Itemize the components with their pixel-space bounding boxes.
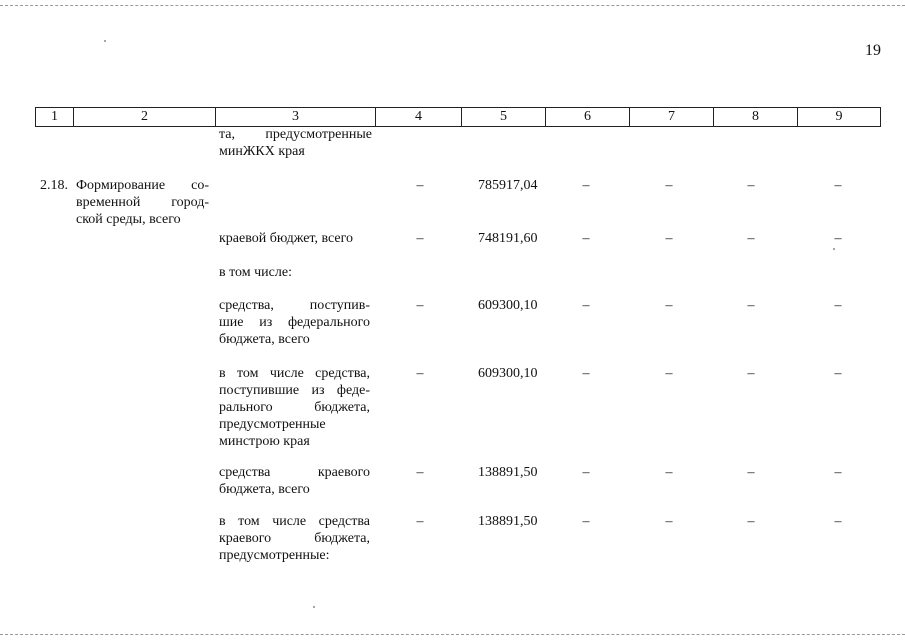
subrow-col-9: – [834,465,842,480]
total-col-5: 785917,04 [478,178,538,193]
subrow-col-4: – [416,298,424,313]
subrow-col-4: – [416,231,424,246]
subrow-col-7: – [665,465,673,480]
header-col-9: 9 [835,109,843,124]
header-col-3: 3 [216,108,376,126]
row-number: 2.18. [40,178,68,193]
scan-border-bottom [0,634,905,635]
row-name-line: временной город- [76,195,209,210]
subrow-col-7: – [665,514,673,529]
subrow-col-6: – [582,465,590,480]
subrow-col-9: – [834,298,842,313]
subrow-label-line: в том числе: [219,265,292,280]
header-col-5: 5 [462,108,546,126]
subrow-col-4: – [416,514,424,529]
subrow-label [219,365,370,450]
subrow-label-line: средства, поступив- [219,298,370,313]
subrow-label-line: краевого бюджета, [219,531,370,546]
continued-text-line: та, предусмотренные [219,127,372,142]
subrow-label [219,297,370,348]
row-name [76,177,209,228]
scan-speck [833,248,835,250]
subrow-col-9: – [834,231,842,246]
subrow-label-line: шие из федерального [219,315,370,330]
total-col-7: – [665,178,673,193]
subrow-col-9: – [834,514,842,529]
scan-speck [104,40,106,42]
subrow-col-5: 748191,60 [478,231,538,246]
subrow-col-6: – [582,514,590,529]
subrow-label [219,513,370,564]
subrow-col-7: – [665,366,673,381]
page-number: 19 [865,42,881,59]
subrow-label-line: поступившие из феде- [219,383,370,398]
continued-text-line: минЖКХ края [219,144,305,159]
subrow-col-4: – [416,366,424,381]
subrow-col-6: – [582,298,590,313]
subrow-label-line: предусмотренные: [219,548,330,563]
table-header-row [35,107,881,127]
subrow-col-8: – [747,366,755,381]
total-col-8: – [747,178,755,193]
subrow-label-line: краевой бюджет, всего [219,231,354,246]
subrow-col-8: – [747,465,755,480]
total-col-9: – [834,178,842,193]
subrow-label-line: в том числе средства [219,514,370,529]
subrow-col-8: – [747,231,755,246]
subrow-label-line: бюджета, всего [219,482,310,497]
header-col-1: 1 [36,108,74,126]
scan-speck [313,606,315,608]
subrow-col-8: – [747,514,755,529]
row-name-line: Формирование со- [76,178,209,193]
subrow-label-line: средства краевого [219,465,370,480]
subrow-label-line: минстрою края [219,434,310,449]
header-col-8: 8 [714,108,798,126]
subrow-label-line: рального бюджета, [219,400,370,415]
total-col-6: – [582,178,590,193]
subrow-col-5: 138891,50 [478,465,538,480]
subrow-col-6: – [582,231,590,246]
subrow-col-5: 138891,50 [478,514,538,529]
subrow-label-line: предусмотренные [219,417,326,432]
subrow-label [219,264,372,281]
header-col-2: 2 [74,108,216,126]
header-col-7: 7 [630,108,714,126]
subrow-col-8: – [747,298,755,313]
continued-text [219,126,372,160]
subrow-col-5: 609300,10 [478,366,538,381]
subrow-col-6: – [582,366,590,381]
row-name-line: ской среды, всего [76,212,181,227]
subrow-col-4: – [416,465,424,480]
scan-border-top [0,5,905,6]
subrow-label-line: в том числе средства, [219,366,370,381]
subrow-col-9: – [834,366,842,381]
subrow-col-7: – [665,298,673,313]
subrow-label [219,230,372,247]
subrow-label [219,464,370,498]
total-col-4: – [416,178,424,193]
header-col-6: 6 [546,108,630,126]
subrow-label-line: бюджета, всего [219,332,310,347]
subrow-col-5: 609300,10 [478,298,538,313]
header-col-4: 4 [376,108,462,126]
subrow-col-7: – [665,231,673,246]
